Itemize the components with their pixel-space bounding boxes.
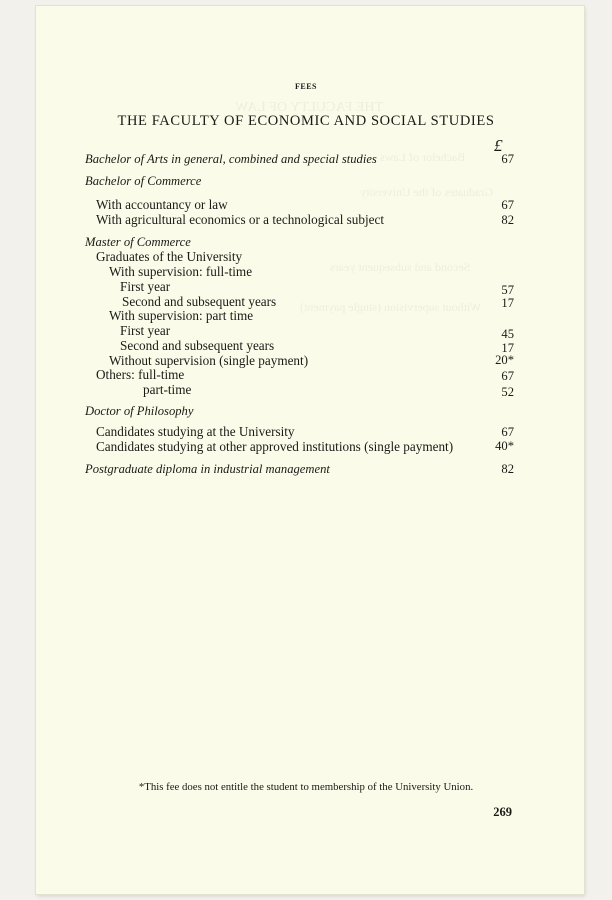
fee-amount: 82 xyxy=(501,213,514,227)
fee-row-label: With supervision: full-time xyxy=(109,264,253,279)
show-through: Second and subsequent years xyxy=(330,260,471,274)
fee-amount: 57 xyxy=(501,283,514,297)
fee-row-label: Second and subsequent years xyxy=(120,338,275,353)
fee-row-label: Second and subsequent years xyxy=(122,294,277,309)
fee-row-label: First year xyxy=(120,323,171,338)
show-through: Without supervision (single payment) xyxy=(300,300,482,314)
fee-amount: 40* xyxy=(495,439,514,453)
fee-row-label: Candidates studying at other approved institutions (single payment) xyxy=(96,439,454,454)
fee-row-label: With accountancy or law xyxy=(96,197,228,212)
fee-row-label: Bachelor of Arts in general, combined and special studies xyxy=(85,152,377,166)
fee-amount: 82 xyxy=(501,462,514,476)
fee-amount: 20* xyxy=(495,353,514,367)
currency-symbol: £ xyxy=(494,136,503,155)
fee-amount: 52 xyxy=(501,385,514,399)
fee-amount: 67 xyxy=(501,369,514,383)
footnote: *This fee does not entitle the student to membership of the University Union. xyxy=(138,781,474,793)
fee-amount: 67 xyxy=(501,425,514,439)
section-heading: Bachelor of Commerce xyxy=(85,174,202,188)
fee-row-label: Without supervision (single payment) xyxy=(109,353,309,368)
fee-amount: 67 xyxy=(501,152,514,166)
fee-amount: 45 xyxy=(501,327,514,341)
running-head: FEES xyxy=(294,82,317,91)
fee-row-label: First year xyxy=(120,279,171,294)
section-heading: Doctor of Philosophy xyxy=(85,404,194,418)
page-title: THE FACULTY OF ECONOMIC AND SOCIAL STUDIES xyxy=(117,113,495,129)
fee-row-label: Others: full-time xyxy=(96,367,185,382)
show-through: Bachelor of Laws xyxy=(380,150,466,164)
fee-amount: 17 xyxy=(501,296,514,310)
fee-amount: 67 xyxy=(501,198,514,212)
show-through: THE FACULTY OF LAW xyxy=(235,100,384,115)
show-through: Graduates of the University xyxy=(360,185,493,199)
fee-row-label: Postgraduate diploma in industrial management xyxy=(85,462,330,476)
section-heading: Master of Commerce xyxy=(85,235,191,249)
fee-row-label: Graduates of the University xyxy=(96,249,243,264)
fee-row-label: Candidates studying at the University xyxy=(96,424,295,439)
fee-row-label: With agricultural economics or a technological subject xyxy=(96,212,385,227)
fee-row-label: With supervision: part time xyxy=(109,308,254,323)
page-number: 269 xyxy=(493,805,512,819)
fee-row-label: part-time xyxy=(143,382,192,397)
fee-amount: 17 xyxy=(501,341,514,355)
